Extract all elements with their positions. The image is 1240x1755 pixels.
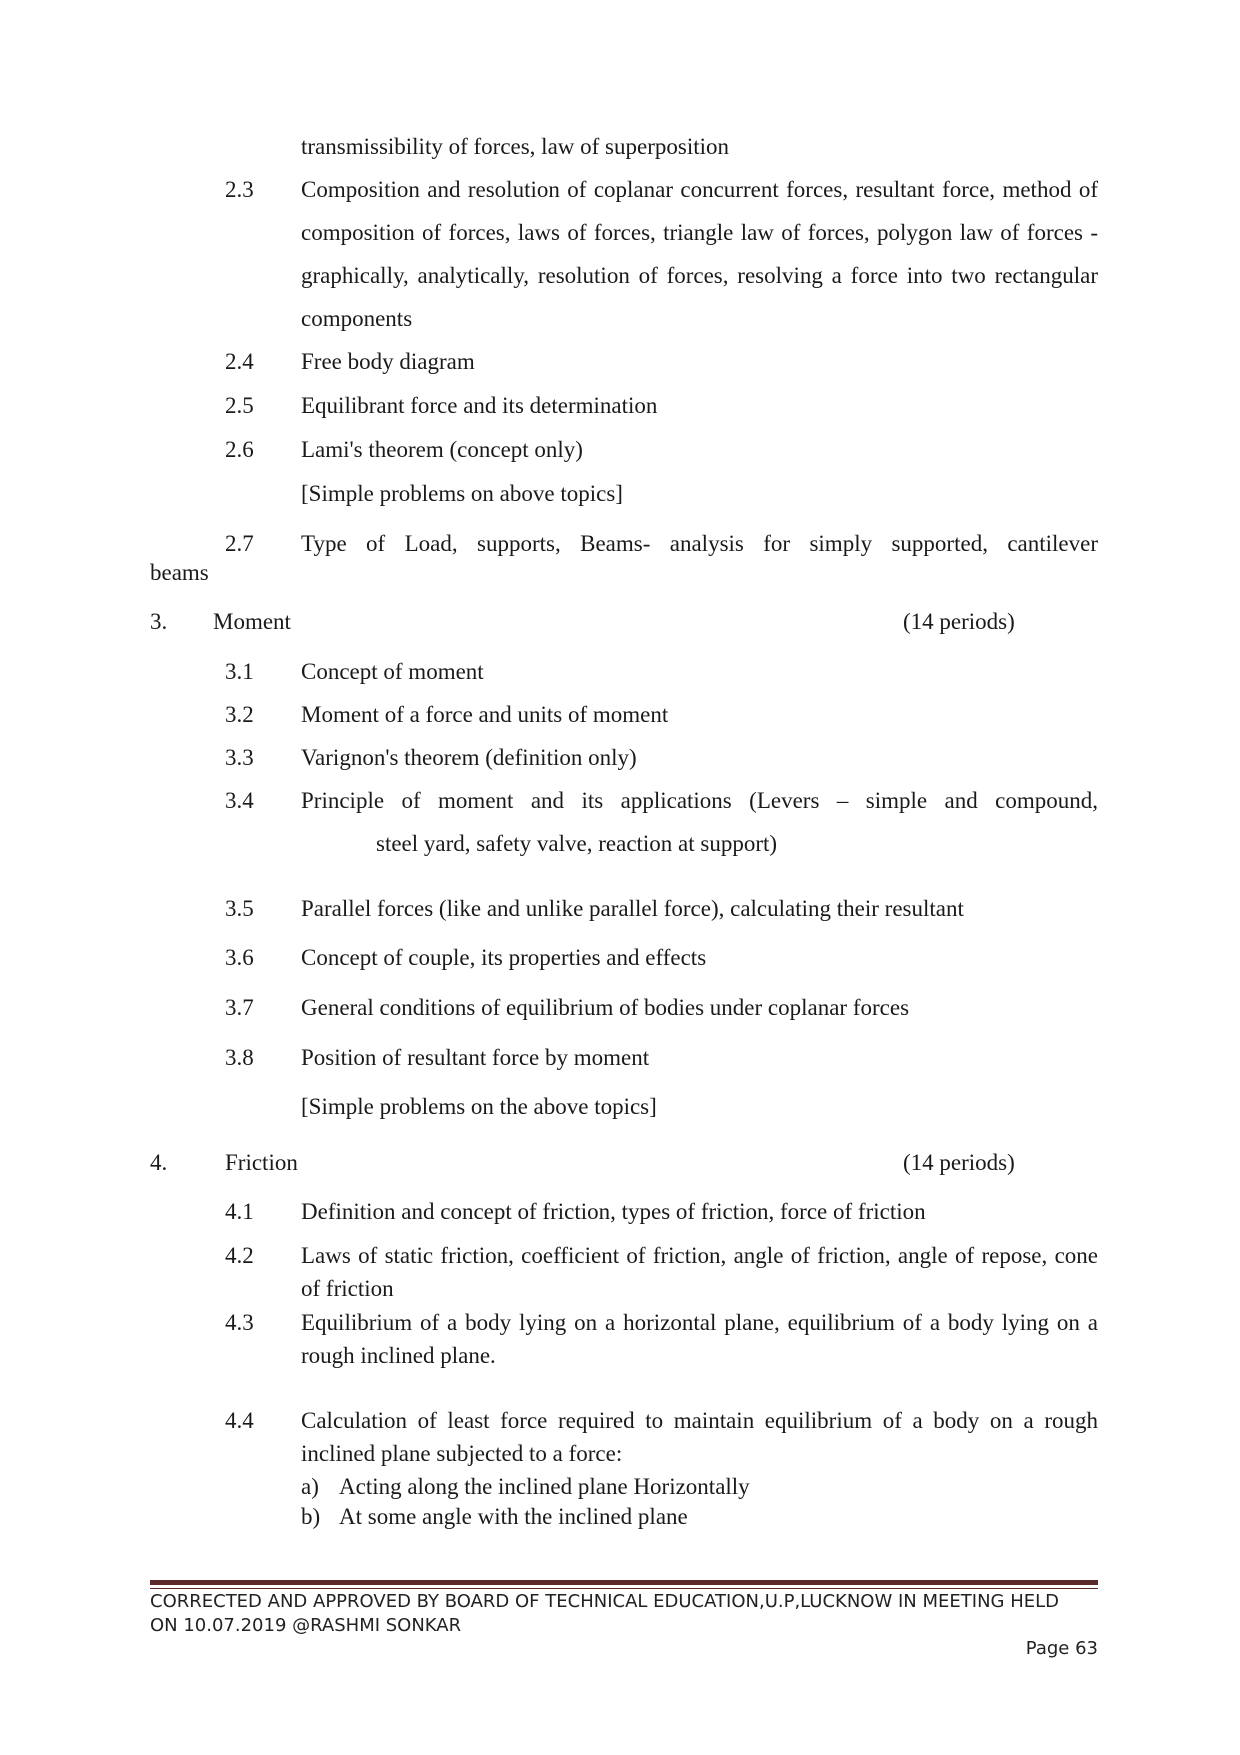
item-number: 3.8 [225,1045,254,1070]
footer-text [150,1590,1098,1638]
item-number: 2.3 [225,177,254,202]
item-number: 3.4 [225,788,254,813]
item-number: 3.3 [225,745,254,770]
item-text: Concept of couple, its properties and effects [301,945,707,970]
item-number: 3.1 [225,659,254,684]
section-note: [Simple problems on above topics] [301,481,623,506]
item-text: Parallel forces (like and unlike parallel force), calculating their resultant [301,896,964,921]
item-text: Type of Load, supports, Beams- analysis for simply supported, cantilever [301,531,1098,556]
item-text: Equilibrium of a body lying on a horizontal plane, equilibrium of a body lying on a rough inclined plane. [301,1310,1098,1368]
item-text: Lami's theorem (concept only) [301,437,583,462]
item-text: Calculation of least force required to maintain equilibrium of a body on a rough inclined plane subjected to a force: [301,1408,1098,1466]
subitem-label: a) [301,1474,319,1499]
item-text: Free body diagram [301,349,475,374]
footer-rule [150,1580,1098,1585]
section-periods: (14 periods) [903,609,1015,634]
section-periods: (14 periods) [903,1150,1015,1175]
item-text: Concept of moment [301,659,484,684]
section-title: Moment [213,609,291,634]
item-number: 3.7 [225,995,254,1020]
item-text: Varignon's theorem (definition only) [301,745,637,770]
item-text: General conditions of equilibrium of bodies under coplanar forces [301,995,910,1020]
section-note: [Simple problems on the above topics] [301,1094,657,1119]
item-number: 4.1 [225,1199,254,1224]
item-number: 2.4 [225,349,254,374]
item-text: Moment of a force and units of moment [301,702,669,727]
item-number: 2.6 [225,437,254,462]
item-text: Equilibrant force and its determination [301,393,658,418]
item-text: Principle of moment and its applications (Levers – simple and compound, [301,788,1098,813]
footer-line-2: ON 10.07.2019 @RASHMI SONKAR [150,1615,462,1636]
item-text-wrap: beams [150,560,209,585]
item-number: 3.5 [225,896,254,921]
item-number: 2.7 [225,531,254,556]
item-text-continued: steel yard, safety valve, reaction at support) [376,831,778,856]
item-text: Position of resultant force by moment [301,1045,650,1070]
item-number: 4.2 [225,1243,254,1268]
page-number: Page 63 [1025,1638,1098,1659]
section-number: 3. [150,609,168,634]
item-number: 2.5 [225,393,254,418]
subitem-label: b) [301,1504,321,1529]
item-text: Composition and resolution of coplanar concurrent forces, resultant force, method of composition of forces, laws of forces, triangle law of forces, polygon law of forces - graphically, analytically, resolution of forces, resolving a force into two rectangular components [301,177,1098,331]
item-number: 3.2 [225,702,254,727]
item-text: Laws of static friction, coefficient of friction, angle of friction, angle of repose, cone of friction [301,1243,1098,1301]
item-number: 4.4 [225,1408,254,1433]
item-number: 3.6 [225,945,254,970]
item-number: 4.3 [225,1310,254,1335]
item-text: Definition and concept of friction, types of friction, force of friction [301,1199,926,1224]
footer-rule-thin [150,1588,1098,1589]
section-title: Friction [225,1150,298,1175]
continuation-line: transmissibility of forces, law of superposition [301,134,729,159]
section-number: 4. [150,1150,168,1175]
subitem-text: Acting along the inclined plane Horizontally [339,1474,750,1499]
subitem-text: At some angle with the inclined plane [339,1504,688,1529]
footer-line-1: CORRECTED AND APPROVED BY BOARD OF TECHNICAL EDUCATION,U.P,LUCKNOW IN MEETING HELD [150,1591,1059,1612]
